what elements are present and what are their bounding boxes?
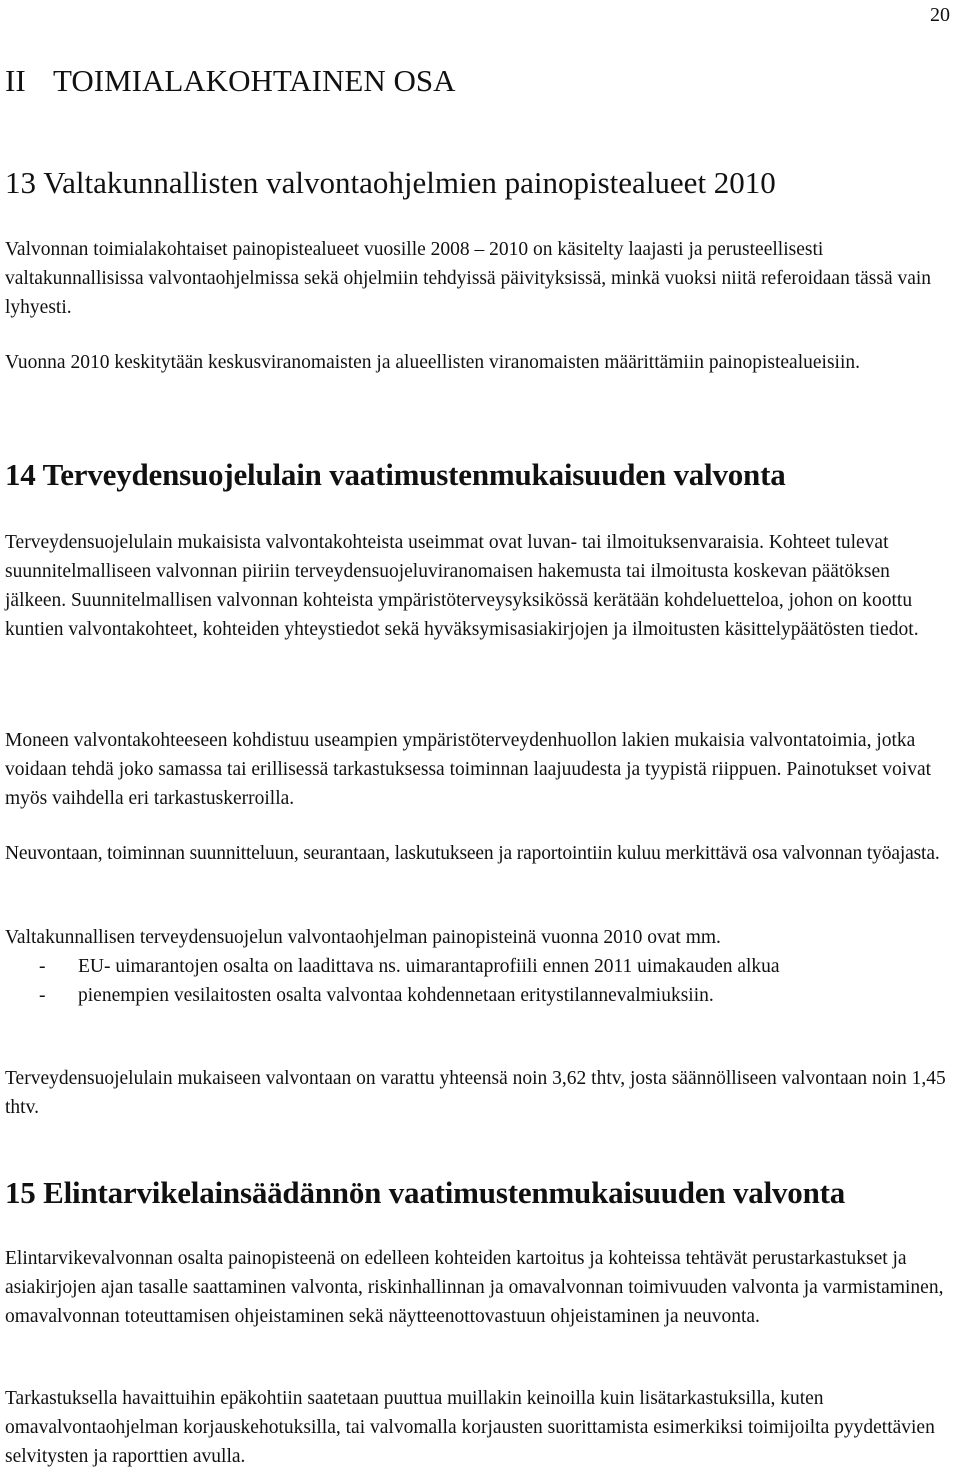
part-title: [5, 63, 456, 99]
section-14-paragraph-3: Neuvontaan, toiminnan suunnitteluun, seurantaan, laskutukseen ja raportointiin kuluu merkittävä osa valvonnan työajasta.: [5, 843, 940, 864]
list-item-text: EU- uimarantojen osalta on laadittava ns. uimarantaprofiili ennen 2011 uimakauden alkua: [78, 956, 780, 977]
section-13-heading: 13 Valtakunnallisten valvontaohjelmien painopistealueet 2010: [5, 165, 776, 200]
list-bullet: -: [39, 985, 46, 1006]
list-item-text: pienempien vesilaitosten osalta valvontaa kohdennetaan eritystilannevalmiuksiin.: [78, 985, 714, 1006]
list-item: [5, 952, 955, 981]
priority-list: [5, 952, 955, 1010]
part-number: II: [5, 63, 26, 98]
section-14-paragraph-2: Moneen valvontakohteeseen kohdistuu useampien ympäristöterveydenhuollon lakien mukaisia valvontatoimia, jotka voidaan tehdä joko samassa tai erillisessä tarkastuksessa toiminnan laajuudesta ja tyypistä riippuen. Painotukset voivat myös vaihdella eri tarkastuskerroilla.: [5, 730, 932, 809]
list-bullet: -: [39, 956, 46, 977]
section-13-paragraph-2: Vuonna 2010 keskitytään keskusviranomaisten ja alueellisten viranomaisten määrittämiin painopistealueisiin.: [5, 352, 860, 373]
section-15-heading: 15 Elintarvikelainsäädännön vaatimustenmukaisuuden valvonta: [5, 1175, 846, 1210]
part-title-text: TOIMIALAKOHTAINEN OSA: [53, 63, 456, 98]
section-15-paragraph-2: Tarkastuksella havaittuihin epäkohtiin saatetaan puuttua muillakin keinoilla kuin lisätarkastuksilla, kuten omavalvontaohjelman korjauskehotuksilla, tai valvomalla korjausten suorittamista esimerkiksi toimijoilta pyydettävien selvitysten ja raporttien avulla.: [5, 1388, 935, 1467]
list-item: [5, 981, 955, 1010]
section-14-paragraph-1: Terveydensuojelulain mukaisista valvontakohteista useimmat ovat luvan- tai ilmoituksenvaraisia. Kohteet tulevat suunnitelmalliseen valvonnan piiriin terveydensuojeluviranomaisen hakemusta tai ilmoitusta koskevan päätöksen jälkeen. Suunnitelmallisen valvonnan kohteista ympäristöterveysyksikössä kerätään kohdeluetteloa, johon on koottu kuntien valvontakohteet, kohteiden yhteystiedot sekä hyväksymisasiakirjojen ja ilmoitusten käsittelypäätösten tiedot.: [5, 532, 919, 640]
section-14-paragraph-5: Terveydensuojelulain mukaiseen valvontaan on varattu yhteensä noin 3,62 thtv, josta säännölliseen valvontaan noin 1,45 thtv.: [5, 1068, 946, 1118]
section-15-paragraph-1: Elintarvikevalvonnan osalta painopisteenä on edelleen kohteiden kartoitus ja kohteissa tehtävät perustarkastukset ja asiakirjojen ajan tasalle saattaminen valvonta, riskinhallinnan ja omavalvonnan toimivuuden valvonta ja varmistaminen, omavalvonnan toteuttamisen ohjeistaminen sekä näytteenottovastuun ohjeistaminen ja neuvonta.: [5, 1248, 944, 1327]
section-14-paragraph-4: Valtakunnallisen terveydensuojelun valvontaohjelman painopisteinä vuonna 2010 ovat mm.: [5, 927, 721, 948]
page-number: 20: [930, 4, 950, 26]
section-14-heading: 14 Terveydensuojelulain vaatimustenmukaisuuden valvonta: [5, 457, 786, 492]
section-13-paragraph-1: Valvonnan toimialakohtaiset painopistealueet vuosille 2008 – 2010 on käsitelty laajasti ja perusteellisesti valtakunnallisissa valvontaohjelmissa sekä ohjelmiin tehdyissä päivityksissä, minkä vuoksi niitä referoidaan tässä vain lyhyesti.: [5, 239, 932, 318]
